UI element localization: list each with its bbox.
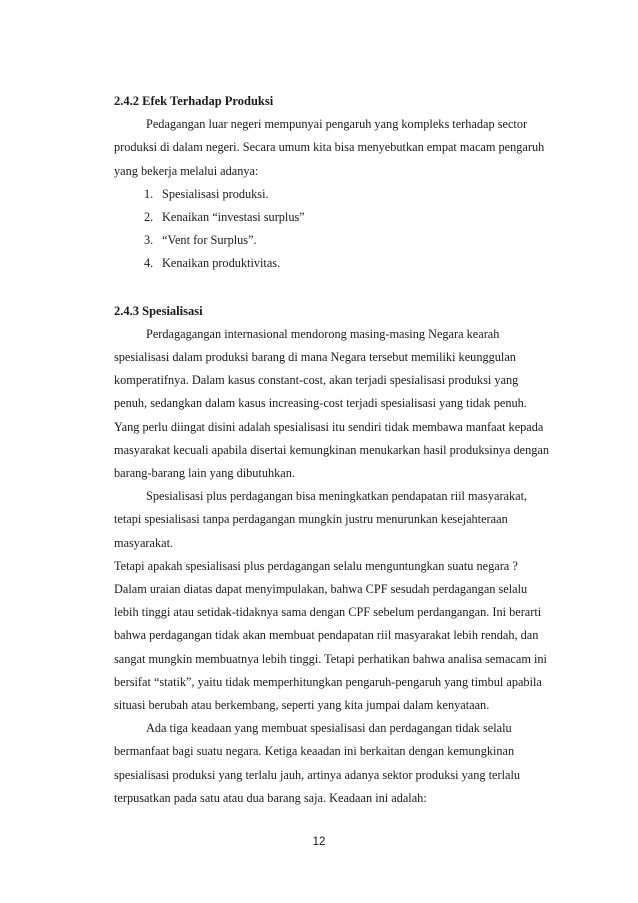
paragraph-spesialisasi-3: Tetapi apakah spesialisasi plus perdagangan selalu menguntungkan suatu negara ? Dalam uraian diatas dapat menyimpulakan, bahwa CPF sesudah perdagangan selalu lebih tinggi atau setidak-tidaknya sama dengan CPF sebelum perdangangan. Ini berarti bahwa perdagangan tidak akan membuat pendapatan riil masyarakat lebih rendah, dan sangat mungkin membuatnya lebih tinggi. Tetapi perhatikan bahwa analisa semacam ini bersifat “statik”, yaitu tidak memperhitungkan pengaruh-pengaruh yang timbul apabila situasi berubah atau berkembang, seperti yang kita jumpai dalam kenyataan. bbox=[114, 558, 547, 713]
list-number: 1. bbox=[144, 186, 154, 201]
list-item bbox=[144, 206, 552, 229]
list-text: Kenaikan “investasi surplus” bbox=[162, 210, 305, 225]
list-item bbox=[144, 229, 552, 252]
page-number: 12 bbox=[312, 836, 326, 848]
section-heading-2-4-3: 2.4.3 Spesialisasi bbox=[114, 303, 203, 318]
list-item bbox=[144, 252, 552, 275]
list-number: 2. bbox=[144, 210, 154, 225]
effects-list bbox=[114, 183, 552, 276]
paragraph-spesialisasi-1: Perdagagangan internasional mendorong masing-masing Negara kearah spesialisasi dalam produksi barang di mana Negara tersebut memiliki keunggulan komperatifnya. Dalam kasus constant-cost, akan terjadi spesialisasi produksi yang penuh, sedangkan dalam kasus increasing-cost terjadi spesialisasi yang tidak penuh. Yang perlu diingat disini adalah spesialisasi itu sendiri tidak membawa manfaat kepada masyarakat kecuali apabila disertai kemungkinan menukarkan hasil produksinya dengan barang-barang lain yang dibutuhkan. bbox=[114, 326, 550, 481]
paragraph-spesialisasi-2: Spesialisasi plus perdagangan bisa meningkatkan pendapatan riil masyarakat, tetapi spesialisasi tanpa perdagangan mungkin justru menurunkan kesejahteraan masyarakat. bbox=[114, 489, 528, 550]
list-item bbox=[144, 183, 552, 206]
list-text: Kenaikan produktivitas. bbox=[162, 256, 281, 271]
paragraph-spesialisasi-4: Ada tiga keadaan yang membuat spesialisasi dan perdagangan tidak selalu bermanfaat bagi suatu negara. Ketiga keaadan ini berkaitan dengan kemungkinan spesialisasi produksi yang terlalu jauh, artinya adanya sektor produksi yang terlalu terpusatkan pada satu atau dua barang saja. Keadaan ini adalah: bbox=[114, 721, 521, 805]
list-text: Spesialisasi produksi. bbox=[162, 186, 269, 201]
section-heading-2-4-2: 2.4.2 Efek Terhadap Produksi bbox=[114, 94, 274, 108]
section-spacer bbox=[114, 276, 552, 300]
list-text: “Vent for Surplus”. bbox=[162, 233, 257, 248]
page-content bbox=[114, 90, 552, 810]
paragraph-efek-produksi: Pedagangan luar negeri mempunyai pengaruh yang kompleks terhadap sector produksi di dalam negeri. Secara umum kita bisa menyebutkan empat macam pengaruh yang bekerja melalui adanya: bbox=[114, 117, 545, 178]
list-number: 3. bbox=[144, 233, 154, 248]
list-number: 4. bbox=[144, 256, 154, 271]
